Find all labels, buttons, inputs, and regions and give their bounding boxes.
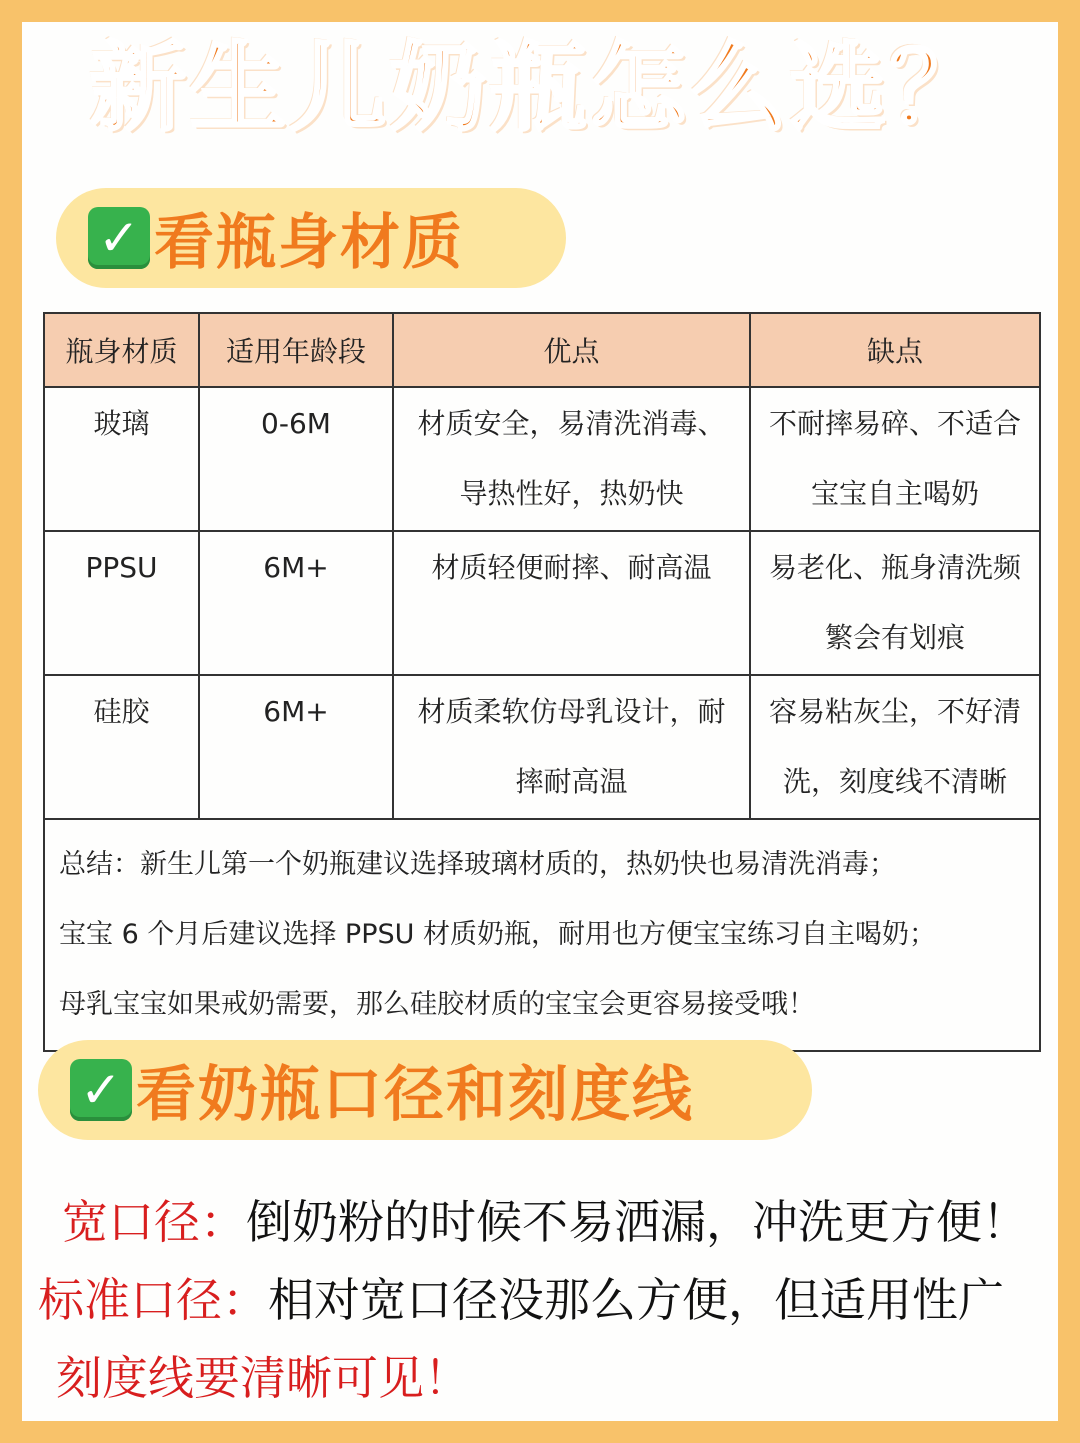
note-label: 刻度线要清晰可见！ [56,1351,470,1405]
table-row [44,531,1040,675]
note-scale-lines [56,1342,470,1408]
material-table [43,312,1041,1052]
note-standard-neck [38,1264,1004,1330]
table-header-row [44,313,1040,387]
summary-line: 母乳宝宝如果戒奶需要，那么硅胶材质的宝宝会更容易接受哦！ [59,989,815,1020]
table-row [44,387,1040,531]
pros-cell [393,387,750,531]
note-label: 标准口径： [38,1273,268,1327]
pros-cell [393,531,750,675]
cons-line: 易老化、瓶身清洗频 [768,551,1021,584]
material-cell: 玻璃 [44,387,199,531]
table-header: 瓶身材质 [44,313,199,387]
age-cell: 0-6M [199,387,393,531]
pros-line: 材质安全，易清洗消毒、 [417,407,726,440]
pros-cell [393,675,750,819]
cons-line: 容易粘灰尘，不好清 [768,695,1021,728]
summary-cell [44,819,1040,1051]
check-icon: ✓ [70,1059,132,1121]
note-text: 相对宽口径没那么方便，但适用性广 [268,1273,1004,1327]
cons-cell [750,531,1040,675]
cons-line: 洗，刻度线不清晰 [782,765,1007,798]
summary-line: 总结：新生儿第一个奶瓶建议选择玻璃材质的，热奶快也易清洗消毒； [59,849,896,880]
pros-line: 材质柔软仿母乳设计，耐 [417,695,726,728]
section-label: 看瓶身材质 [154,208,464,278]
material-cell: PPSU [44,531,199,675]
check-icon: ✓ [88,207,150,269]
section-header-material [56,188,566,288]
age-cell: 6M+ [199,675,393,819]
cons-cell [750,387,1040,531]
cons-line: 不耐摔易碎、不适合 [768,407,1021,440]
pros-line: 材质轻便耐摔、耐高温 [431,551,712,584]
summary-row [44,819,1040,1051]
cons-line: 繁会有划痕 [824,621,965,654]
note-text: 倒奶粉的时候不易洒漏，冲洗更方便！ [246,1195,1028,1249]
note-label: 宽口径： [62,1195,246,1249]
material-cell: 硅胶 [44,675,199,819]
cons-line: 宝宝自主喝奶 [810,477,979,510]
table-header: 优点 [393,313,750,387]
age-cell: 6M+ [199,531,393,675]
table-row [44,675,1040,819]
cons-cell [750,675,1040,819]
pros-line: 摔耐高温 [515,765,628,798]
summary-line: 宝宝 6 个月后建议选择 PPSU 材质奶瓶，耐用也方便宝宝练习自主喝奶； [59,919,936,950]
section-label: 看奶瓶口径和刻度线 [136,1060,694,1130]
table-header: 缺点 [750,313,1040,387]
table-header: 适用年龄段 [199,313,393,387]
section-header-neck [38,1040,812,1140]
page-title: 新生儿奶瓶怎么选？ [90,32,990,144]
note-wide-neck [62,1186,1028,1252]
pros-line: 导热性好，热奶快 [459,477,684,510]
